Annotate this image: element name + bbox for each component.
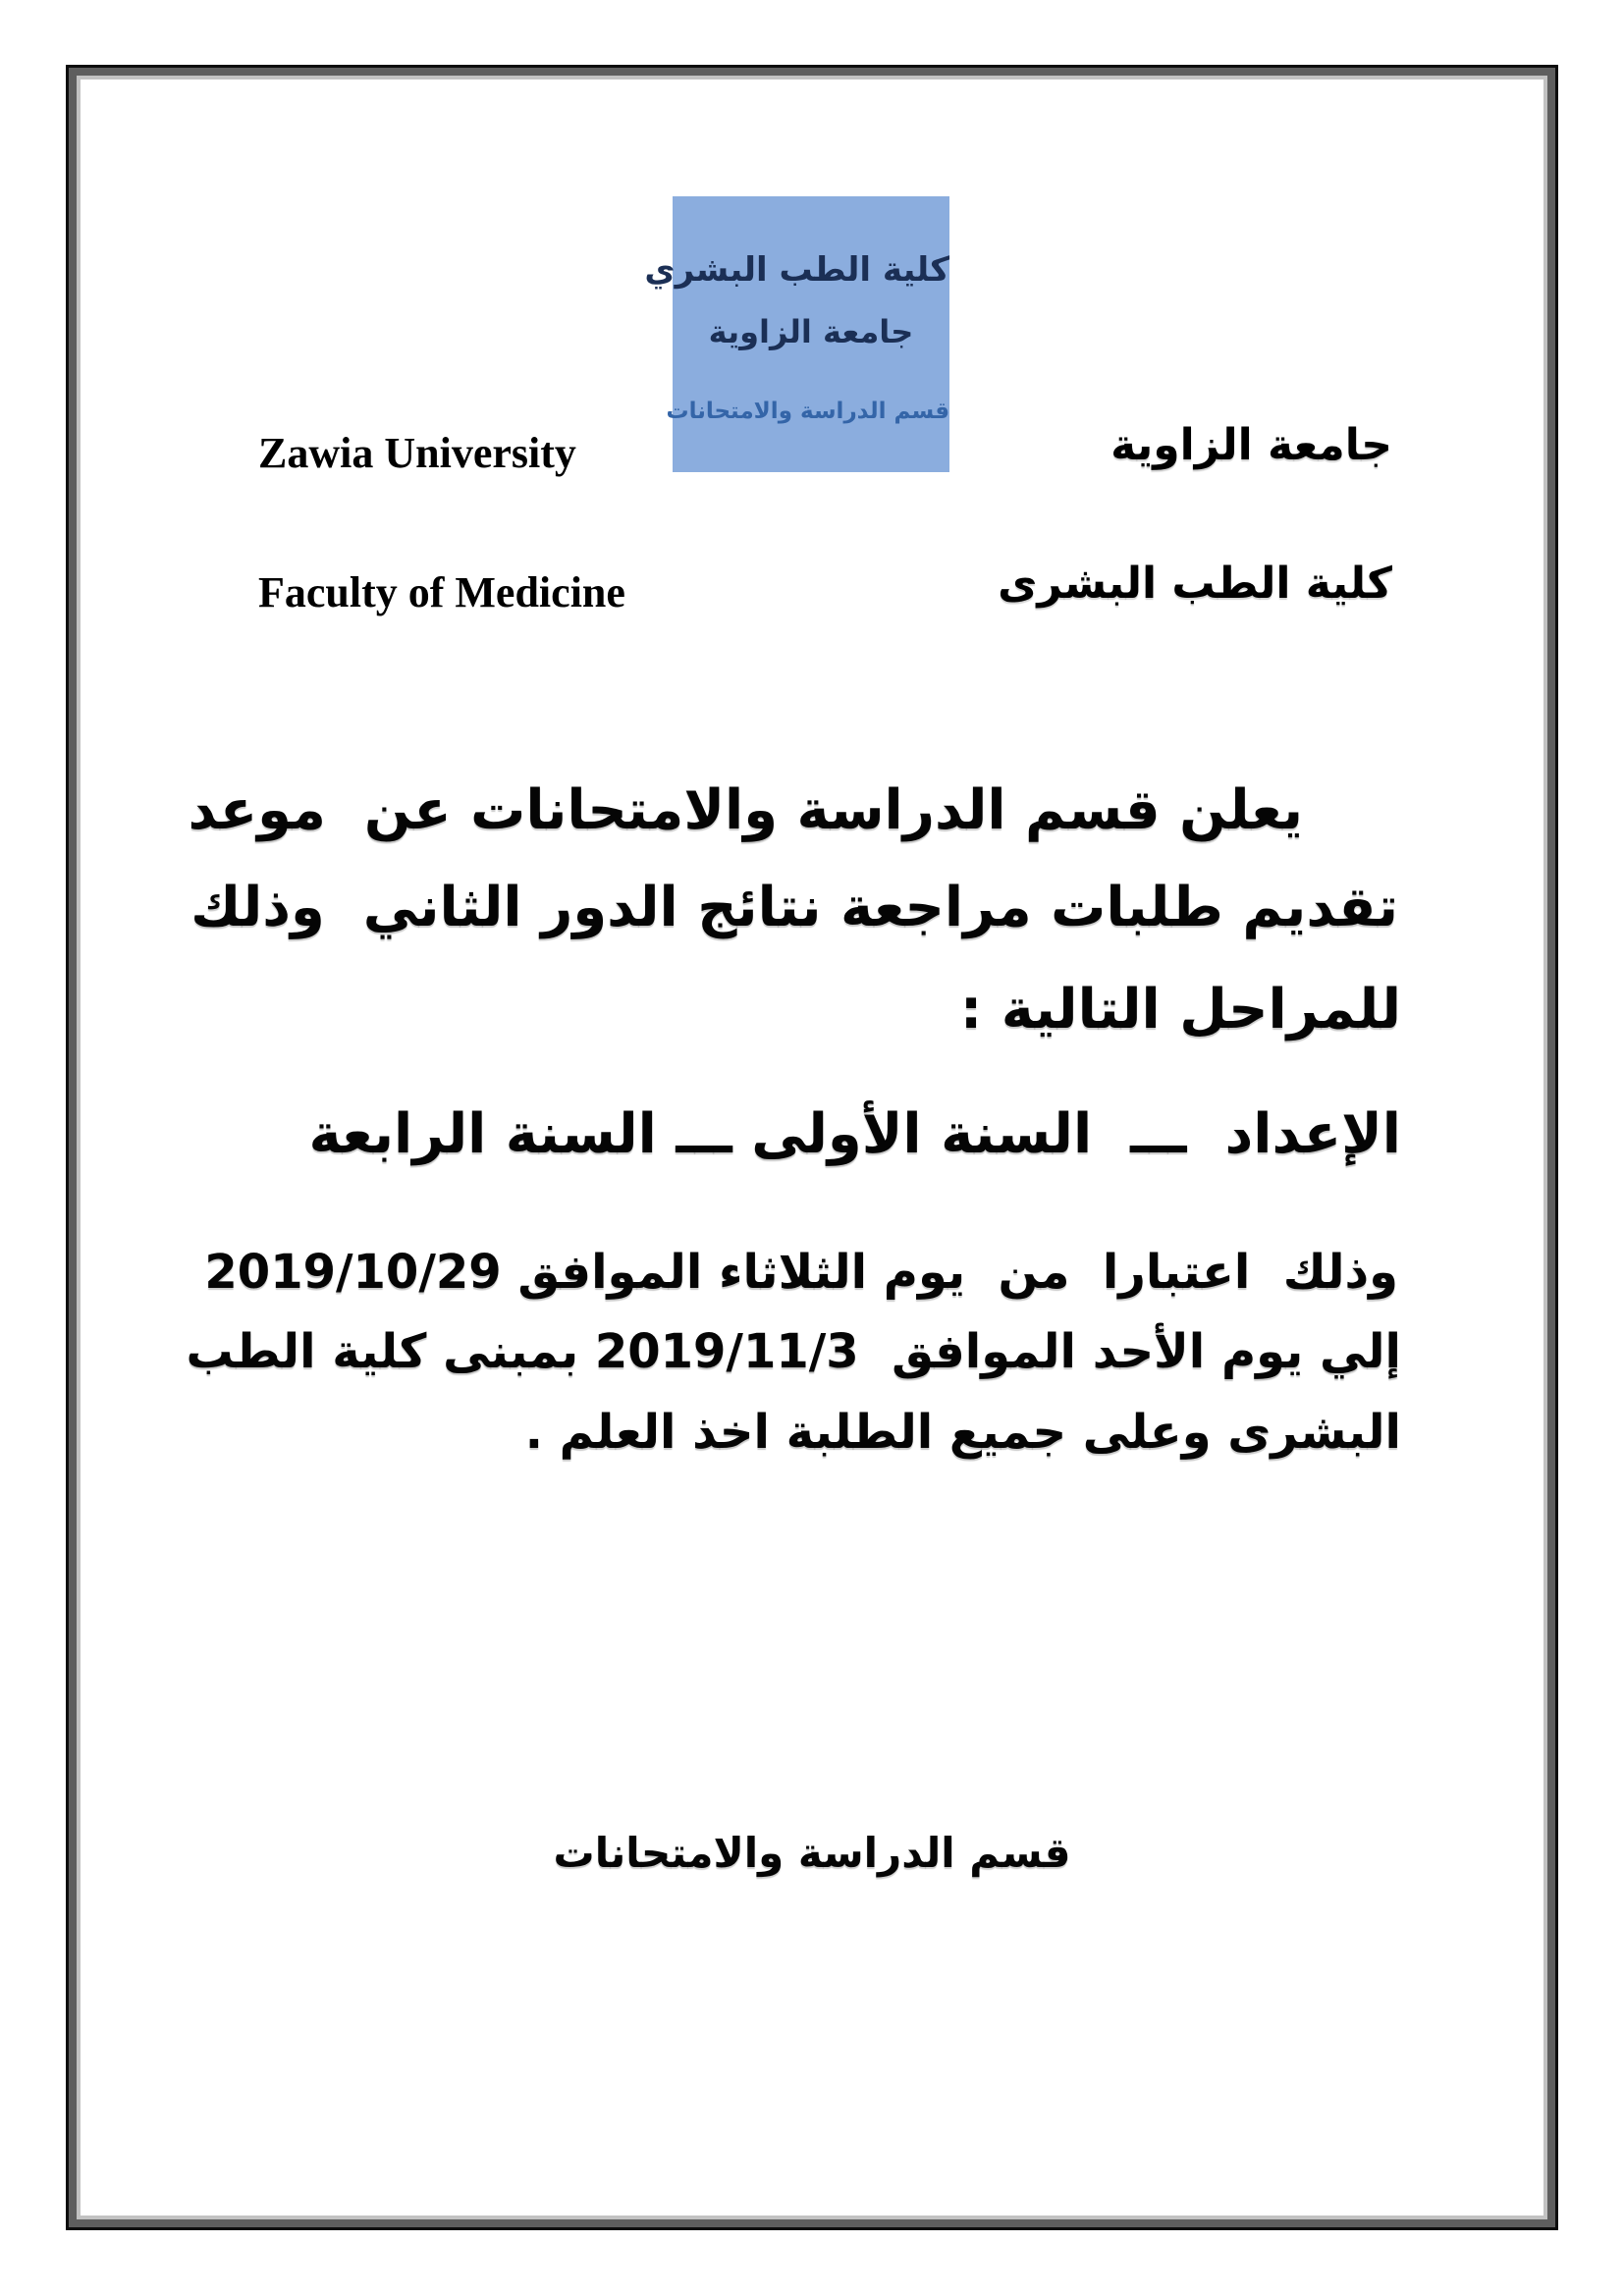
- schedule-line-1: وذلك اعتبارا من يوم الثلاثاء الموافق 2019/10/29: [204, 1245, 1398, 1300]
- university-name-english: Zawia University: [258, 429, 576, 477]
- schedule-line-3: البشرى وعلى جميع الطلبة اخذ العلم .: [524, 1405, 1401, 1460]
- announcement-line-1: يعلن قسم الدراسة والامتحانات عن موعد: [188, 778, 1303, 842]
- footer-department-signature: قسم الدراسة والامتحانات: [553, 1829, 1071, 1877]
- logo-university-name: جامعة الزاوية: [708, 313, 914, 350]
- logo-department-name: قسم الدراسة والامتحانات: [666, 399, 949, 424]
- announcement-line-3: للمراحل التالية :: [959, 978, 1401, 1041]
- faculty-name-english: Faculty of Medicine: [258, 568, 625, 616]
- logo-college-name: كلية الطب البشري: [644, 250, 949, 290]
- university-name-arabic: جامعة الزاوية: [1110, 420, 1392, 470]
- faculty-name-arabic: كلية الطب البشرى: [998, 559, 1392, 609]
- announcement-line-2: تقديم طلبات مراجعة نتائج الدور الثاني وذلك: [190, 876, 1398, 939]
- faculty-logo: [644, 196, 949, 472]
- schedule-line-2: إلي يوم الأحد الموافق 2019/11/3 بمبنى كلية الطب: [186, 1324, 1401, 1379]
- stages-line: الإعداد ـــ السنة الأولى ـــ السنة الرابعة: [308, 1102, 1401, 1166]
